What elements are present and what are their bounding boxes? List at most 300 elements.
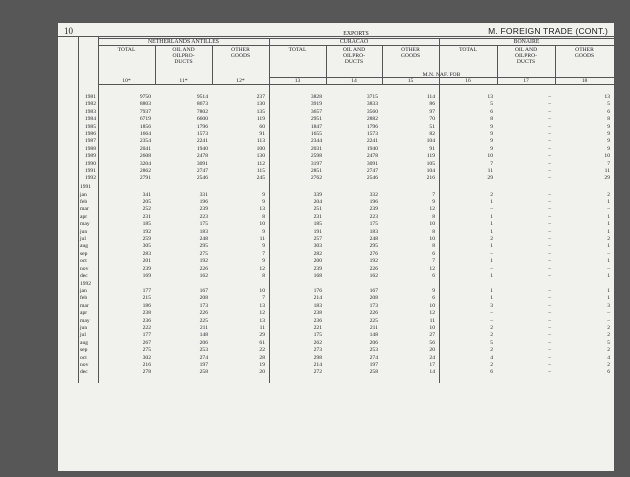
table-cell: 2: [607, 362, 610, 368]
table-cell: 239: [369, 206, 378, 213]
table-cell: 183: [369, 228, 378, 235]
table-cell: 2: [607, 332, 610, 339]
table-cell: 295: [199, 243, 208, 250]
row-label: aug: [80, 339, 89, 346]
table-cell: 245: [256, 175, 265, 182]
table-cell: 105: [426, 160, 435, 167]
table-cell: 2: [607, 235, 610, 242]
table-cell: 1: [607, 288, 610, 294]
table-cell: 9: [262, 228, 265, 235]
column-header: OIL AND OILPRO- DUCTS: [342, 47, 366, 65]
table-cell: 12: [429, 265, 435, 272]
row-label: 1983: [84, 108, 96, 115]
table-cell: 6: [607, 108, 610, 115]
table-cell: 13: [259, 302, 265, 309]
table-cell: 11: [259, 235, 265, 242]
table-cell: –: [548, 332, 551, 339]
table-cell: 253: [199, 347, 208, 354]
table-cell: 236: [313, 317, 322, 324]
table-cell: 13: [604, 94, 610, 100]
table-cell: 252: [142, 206, 151, 213]
table-cell: 2862: [139, 168, 151, 174]
year-heading: 1991: [80, 184, 91, 190]
table-cell: 1655: [310, 131, 322, 137]
table-cell: –: [548, 168, 551, 174]
table-cell: 10: [429, 325, 435, 331]
row-label: 1990: [84, 160, 96, 167]
table-cell: 14: [429, 369, 435, 376]
row-label: 1987: [84, 138, 96, 145]
row-label: apr: [80, 213, 88, 220]
table-cell: 70: [429, 116, 435, 123]
table-cell: 2608: [139, 153, 151, 160]
table-cell: 3919: [310, 101, 322, 108]
table-cell: 1796: [196, 123, 208, 130]
table-cell: 10: [429, 221, 435, 228]
table-cell: 8: [490, 116, 493, 123]
table-cell: 7: [262, 295, 265, 302]
table-cell: 226: [199, 265, 208, 272]
table-cell: 1: [490, 295, 493, 302]
table-cell: 175: [313, 332, 322, 339]
table-cell: 9514: [196, 94, 208, 100]
row-label: oct: [80, 258, 87, 265]
column-header: OIL AND OILPRO- DUCTS: [172, 47, 195, 65]
column-number: 18: [581, 78, 588, 84]
row-label: apr: [80, 310, 88, 317]
row-label: jun: [80, 325, 88, 331]
table-cell: –: [607, 265, 610, 272]
table-cell: 11: [604, 168, 610, 174]
table-cell: –: [548, 272, 551, 279]
table-rule: [98, 45, 614, 46]
table-cell: 4: [490, 354, 493, 361]
table-cell: –: [548, 339, 551, 346]
row-label: sep: [80, 347, 88, 354]
table-cell: –: [548, 191, 551, 198]
table-cell: 1573: [196, 131, 208, 137]
table-cell: 302: [142, 354, 151, 361]
row-label: feb: [80, 198, 88, 205]
table-cell: –: [548, 213, 551, 220]
table-cell: 205: [142, 198, 151, 205]
table-cell: 201: [142, 258, 151, 265]
table-rule: [497, 45, 498, 84]
table-cell: –: [490, 265, 493, 272]
table-cell: –: [490, 310, 493, 317]
table-cell: –: [548, 354, 551, 361]
table-cell: 11: [487, 168, 493, 174]
row-label: 1986: [84, 131, 96, 137]
table-cell: 2951: [310, 116, 322, 123]
row-label: 1985: [84, 123, 96, 130]
table-cell: 13: [259, 317, 265, 324]
row-label: aug: [80, 243, 89, 250]
table-rule: [382, 45, 383, 84]
table-cell: 9: [262, 243, 265, 250]
table-cell: 258: [199, 369, 208, 376]
table-cell: –: [607, 206, 610, 213]
table-cell: 1: [607, 272, 610, 279]
table-cell: 91: [429, 145, 435, 152]
table-cell: 204: [313, 198, 322, 205]
page-number: 10: [64, 26, 73, 36]
unit-label: M.N. NAF. FOB: [422, 72, 461, 78]
table-cell: 197: [199, 362, 208, 368]
table-cell: 191: [313, 228, 322, 235]
table-cell: 22: [259, 347, 265, 354]
table-cell: 3833: [366, 101, 378, 108]
row-label: jan: [80, 191, 87, 198]
table-cell: 208: [369, 295, 378, 302]
table-cell: 20: [259, 369, 265, 376]
column-header: OIL AND OILPRO- DUCTS: [514, 47, 538, 65]
table-cell: 248: [369, 235, 378, 242]
row-label: 1989: [84, 153, 96, 160]
table-cell: 167: [369, 288, 378, 294]
table-cell: 2: [607, 325, 610, 331]
table-cell: 5: [607, 339, 610, 346]
table-cell: 119: [426, 153, 435, 160]
table-cell: 186: [142, 302, 151, 309]
table-cell: 8: [262, 213, 265, 220]
row-label: nov: [80, 265, 89, 272]
table-cell: –: [548, 302, 551, 309]
table-cell: 214: [313, 362, 322, 368]
row-label: oct: [80, 354, 87, 361]
table-cell: 9: [432, 288, 435, 294]
table-cell: 1: [607, 228, 610, 235]
table-cell: 226: [369, 310, 378, 317]
table-cell: 29: [487, 175, 493, 182]
table-cell: 8673: [196, 101, 208, 108]
table-cell: 1: [607, 295, 610, 302]
table-rule: [326, 45, 327, 84]
table-cell: –: [548, 153, 551, 160]
table-cell: 173: [199, 302, 208, 309]
table-cell: 7937: [139, 108, 151, 115]
table-cell: 12: [259, 265, 265, 272]
table-cell: 130: [256, 153, 265, 160]
row-label: 1991: [84, 168, 96, 174]
table-cell: 1847: [310, 123, 322, 130]
table-cell: 177: [142, 332, 151, 339]
table-cell: –: [607, 250, 610, 257]
table-cell: –: [548, 310, 551, 317]
table-cell: 208: [199, 295, 208, 302]
table-cell: 7: [262, 250, 265, 257]
table-cell: 51: [429, 123, 435, 130]
group-header-curacao: CURACAO: [339, 39, 369, 45]
column-header: OTHER GOODS: [400, 47, 421, 59]
table-cell: 267: [142, 339, 151, 346]
column-number: 10*: [122, 78, 131, 84]
table-cell: 7: [490, 160, 493, 167]
table-cell: 6: [432, 250, 435, 257]
table-cell: 2762: [310, 175, 322, 182]
table-cell: 8: [262, 272, 265, 279]
table-cell: 162: [199, 272, 208, 279]
table-cell: –: [548, 175, 551, 182]
table-cell: –: [548, 138, 551, 145]
row-label: 1982: [84, 101, 96, 108]
table-cell: 1: [607, 258, 610, 265]
table-cell: 274: [369, 354, 378, 361]
table-cell: 82: [429, 131, 435, 137]
table-cell: 8: [607, 116, 610, 123]
column-header: TOTAL: [459, 47, 477, 53]
table-cell: –: [548, 288, 551, 294]
table-cell: –: [548, 206, 551, 213]
table-cell: 10: [259, 221, 265, 228]
table-cell: 8: [432, 213, 435, 220]
row-label: jul: [80, 235, 86, 242]
row-label: dec: [80, 272, 88, 279]
table-cell: 3: [490, 302, 493, 309]
table-cell: 9: [262, 258, 265, 265]
table-cell: 5: [490, 101, 493, 108]
table-cell: 104: [426, 138, 435, 145]
table-cell: –: [548, 250, 551, 257]
exports-header: EXPORTS: [343, 31, 369, 37]
table-cell: 177: [142, 288, 151, 294]
table-cell: 192: [199, 258, 208, 265]
table-cell: 331: [199, 191, 208, 198]
table-cell: 295: [369, 243, 378, 250]
table-cell: –: [548, 101, 551, 108]
table-rule: [269, 77, 614, 78]
table-cell: 2: [607, 347, 610, 354]
table-cell: 175: [369, 221, 378, 228]
table-cell: –: [548, 235, 551, 242]
table-cell: 61: [259, 339, 265, 346]
table-cell: 258: [369, 369, 378, 376]
table-cell: 56: [429, 339, 435, 346]
table-cell: 305: [142, 243, 151, 250]
table-cell: 9: [490, 138, 493, 145]
table-cell: 275: [199, 250, 208, 257]
table-cell: 1: [607, 243, 610, 250]
table-cell: –: [548, 347, 551, 354]
table-cell: 276: [369, 250, 378, 257]
table-cell: 214: [313, 295, 322, 302]
table-cell: 2241: [196, 138, 208, 145]
table-cell: –: [548, 258, 551, 265]
table-rule: [212, 45, 213, 84]
table-cell: –: [548, 131, 551, 137]
table-cell: 9: [490, 131, 493, 137]
statistics-page: [58, 23, 614, 471]
table-cell: 2241: [366, 138, 378, 145]
table-cell: 91: [259, 131, 265, 137]
row-label: may: [80, 317, 90, 324]
table-cell: 114: [426, 94, 435, 100]
table-cell: 13: [259, 206, 265, 213]
table-cell: 1573: [366, 131, 378, 137]
table-cell: 303: [313, 243, 322, 250]
table-cell: 1: [490, 213, 493, 220]
group-header-netherlands-antilles: NETHERLANDS ANTILLES: [147, 39, 219, 45]
table-cell: –: [548, 369, 551, 376]
row-label: jul: [80, 332, 86, 339]
table-cell: 2: [490, 235, 493, 242]
table-cell: 7: [432, 258, 435, 265]
table-cell: 6: [490, 369, 493, 376]
table-cell: 339: [313, 191, 322, 198]
table-cell: 29: [604, 175, 610, 182]
table-cell: 196: [369, 198, 378, 205]
table-cell: 2791: [139, 175, 151, 182]
table-cell: 298: [313, 354, 322, 361]
table-cell: 1664: [139, 131, 151, 137]
row-label: 1992: [84, 175, 96, 182]
table-cell: 86: [429, 101, 435, 108]
table-cell: 237: [256, 94, 265, 100]
table-cell: 2478: [366, 153, 378, 160]
table-cell: 1: [490, 221, 493, 228]
table-cell: 9: [262, 191, 265, 198]
table-cell: 7: [432, 191, 435, 198]
column-number: 17: [523, 78, 529, 84]
table-cell: 192: [142, 228, 151, 235]
table-cell: 273: [313, 347, 322, 354]
table-cell: 1940: [196, 145, 208, 152]
table-cell: 2031: [310, 145, 322, 152]
table-cell: 1856: [139, 123, 151, 130]
table-cell: 10: [259, 288, 265, 294]
table-cell: 10: [429, 235, 435, 242]
table-cell: 223: [369, 213, 378, 220]
table-cell: 215: [142, 295, 151, 302]
table-cell: 1: [607, 221, 610, 228]
table-cell: 115: [256, 168, 265, 174]
column-number: 14: [351, 78, 357, 84]
table-cell: 8803: [139, 101, 151, 108]
table-rule: [98, 36, 99, 383]
table-cell: 12: [429, 310, 435, 317]
table-cell: 7: [607, 160, 610, 167]
table-cell: 29: [259, 332, 265, 339]
table-cell: 2851: [310, 168, 322, 174]
table-cell: 12: [429, 206, 435, 213]
table-cell: –: [490, 317, 493, 324]
table-cell: 272: [313, 369, 322, 376]
table-cell: 173: [369, 302, 378, 309]
table-cell: 1: [607, 198, 610, 205]
table-cell: 1: [490, 198, 493, 205]
table-cell: 6: [432, 272, 435, 279]
table-cell: 197: [369, 362, 378, 368]
row-label: 1984: [84, 116, 96, 123]
table-rule: [155, 45, 156, 84]
table-cell: 238: [142, 310, 151, 317]
table-cell: –: [548, 243, 551, 250]
table-cell: 6: [490, 108, 493, 115]
column-number: 15: [407, 78, 414, 84]
table-cell: –: [548, 123, 551, 130]
table-cell: 168: [313, 272, 322, 279]
table-cell: 231: [142, 213, 151, 220]
table-rule: [555, 45, 556, 84]
table-cell: 9: [607, 131, 610, 137]
table-cell: –: [490, 250, 493, 257]
table-cell: 251: [313, 206, 322, 213]
table-cell: –: [607, 317, 610, 324]
table-cell: 6: [432, 295, 435, 302]
table-cell: 3091: [196, 160, 208, 167]
table-cell: 183: [313, 302, 322, 309]
table-cell: –: [607, 310, 610, 317]
column-header: OTHER GOODS: [574, 47, 595, 59]
table-cell: 2344: [310, 138, 322, 145]
table-cell: 5: [607, 101, 610, 108]
table-cell: 341: [142, 191, 151, 198]
table-cell: 2: [490, 332, 493, 339]
table-cell: 97: [429, 108, 435, 115]
table-cell: 216: [142, 362, 151, 368]
table-cell: 206: [199, 339, 208, 346]
row-label: 1981: [84, 94, 96, 100]
table-cell: 211: [199, 325, 208, 331]
table-cell: 11: [259, 325, 265, 331]
table-cell: 6719: [139, 116, 151, 123]
table-cell: 4: [607, 354, 610, 361]
table-cell: –: [548, 108, 551, 115]
table-cell: 200: [313, 258, 322, 265]
table-cell: 2041: [139, 145, 151, 152]
table-cell: 9750: [139, 94, 151, 100]
row-label: mar: [80, 206, 89, 213]
table-cell: 225: [199, 317, 208, 324]
table-cell: 3197: [310, 160, 322, 167]
table-cell: 206: [369, 339, 378, 346]
table-cell: –: [548, 295, 551, 302]
table-cell: 17: [429, 362, 435, 368]
column-number: 11*: [179, 78, 188, 84]
table-cell: 2: [490, 362, 493, 368]
table-cell: 226: [199, 310, 208, 317]
table-cell: 8: [432, 228, 435, 235]
table-cell: 11: [429, 317, 435, 324]
table-cell: 239: [142, 265, 151, 272]
table-cell: 1940: [366, 145, 378, 152]
row-label: nov: [80, 362, 89, 368]
table-cell: 238: [313, 310, 322, 317]
table-cell: –: [548, 265, 551, 272]
table-cell: 119: [256, 116, 265, 123]
column-header: OTHER GOODS: [230, 47, 251, 59]
table-cell: 223: [199, 213, 208, 220]
table-cell: 231: [313, 213, 322, 220]
table-cell: 239: [199, 206, 208, 213]
table-cell: 2: [490, 191, 493, 198]
table-cell: 225: [369, 317, 378, 324]
table-cell: 275: [142, 347, 151, 354]
table-cell: –: [548, 94, 551, 100]
table-cell: –: [548, 317, 551, 324]
table-cell: 1: [490, 258, 493, 265]
table-cell: 8: [432, 243, 435, 250]
table-cell: 332: [369, 191, 378, 198]
table-cell: –: [548, 160, 551, 167]
table-cell: 10: [487, 153, 493, 160]
table-cell: 1: [490, 288, 493, 294]
table-cell: 253: [369, 347, 378, 354]
table-cell: 175: [199, 221, 208, 228]
table-cell: 169: [142, 272, 151, 279]
column-header: TOTAL: [117, 47, 136, 53]
table-cell: 20: [429, 347, 435, 354]
